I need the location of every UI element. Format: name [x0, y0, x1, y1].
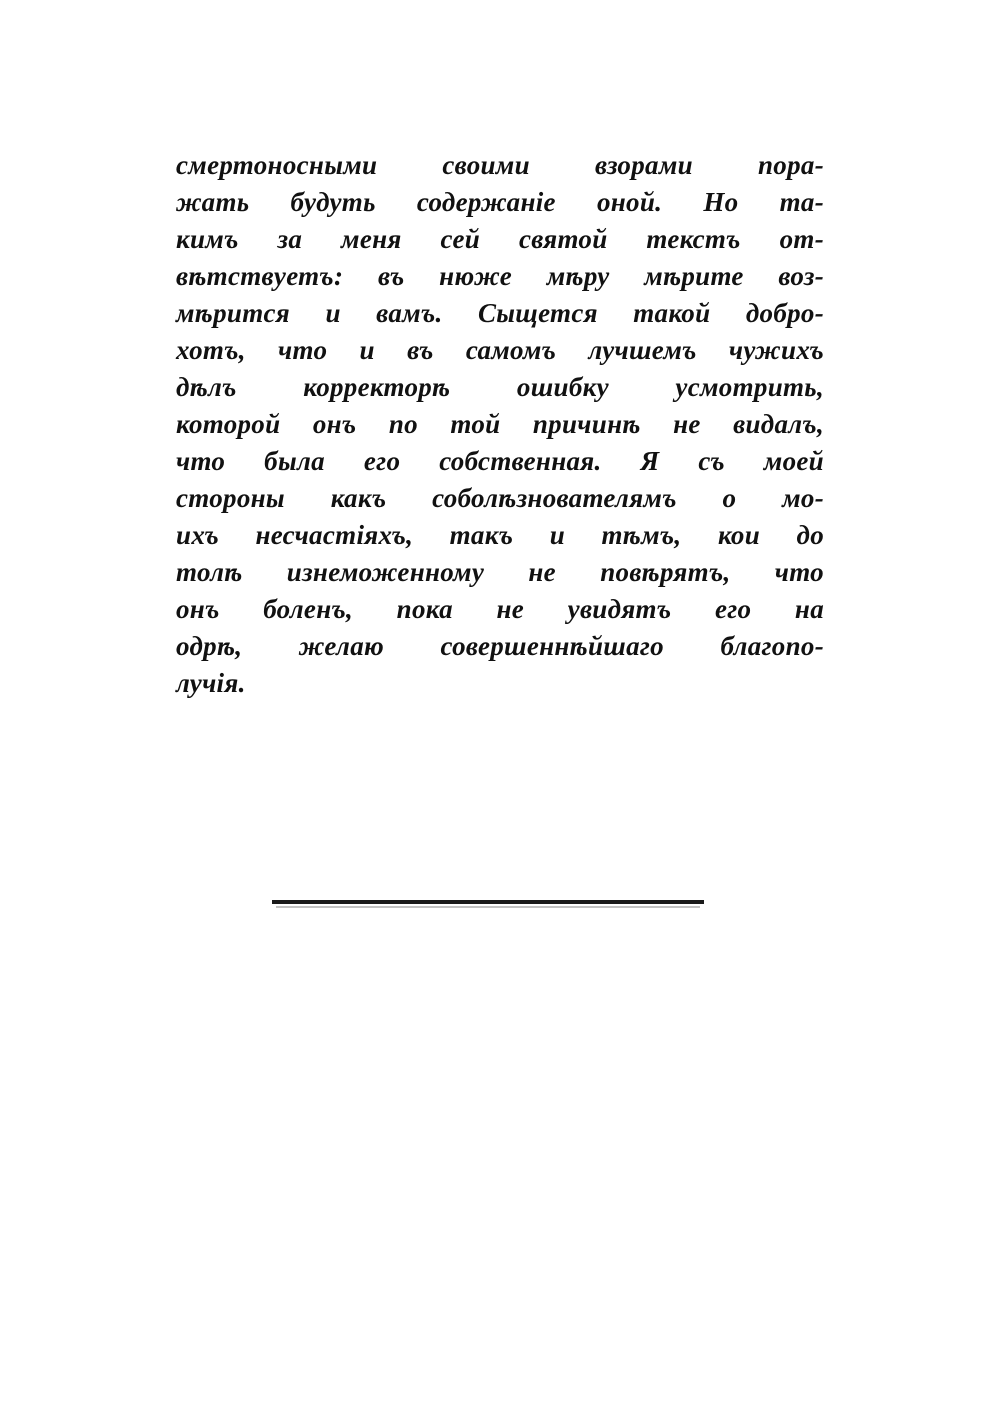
- end-rule: [272, 900, 704, 904]
- text-line: кимъ за меня сей святой текстъ от-: [176, 224, 824, 254]
- text-line: толѣ изнеможенному не повѣрятъ, что: [176, 557, 824, 587]
- text-line: мѣрится и вамъ. Сыщется такой добро-: [176, 298, 824, 328]
- text-line: стороны какъ соболѣзнователямъ о мо-: [176, 483, 824, 513]
- text-line: дѣлъ корректорѣ ошибку усмотрить,: [176, 372, 824, 402]
- text-line: ихъ несчастіяхъ, такъ и тѣмъ, кои до: [176, 520, 824, 550]
- text-line-last: лучія.: [176, 668, 246, 698]
- body-text: [176, 147, 824, 702]
- text-line: смертоносными своими взорами пора-: [176, 150, 824, 180]
- text-line: хотъ, что и въ самомъ лучшемъ чужихъ: [176, 335, 824, 365]
- text-line: что была его собственная. Я съ моей: [176, 446, 824, 476]
- text-line: вѣтствуетъ: въ нюже мѣру мѣрите воз-: [176, 261, 824, 291]
- end-rule-shadow: [276, 906, 700, 908]
- text-line: которой онъ по той причинѣ не видалъ,: [176, 409, 824, 439]
- text-line: жать будуть содержаніе оной. Но та-: [176, 187, 824, 217]
- text-line: одрѣ, желаю совершеннѣйшаго благопо-: [176, 631, 824, 661]
- text-line: онъ боленъ, пока не увидятъ его на: [176, 594, 824, 624]
